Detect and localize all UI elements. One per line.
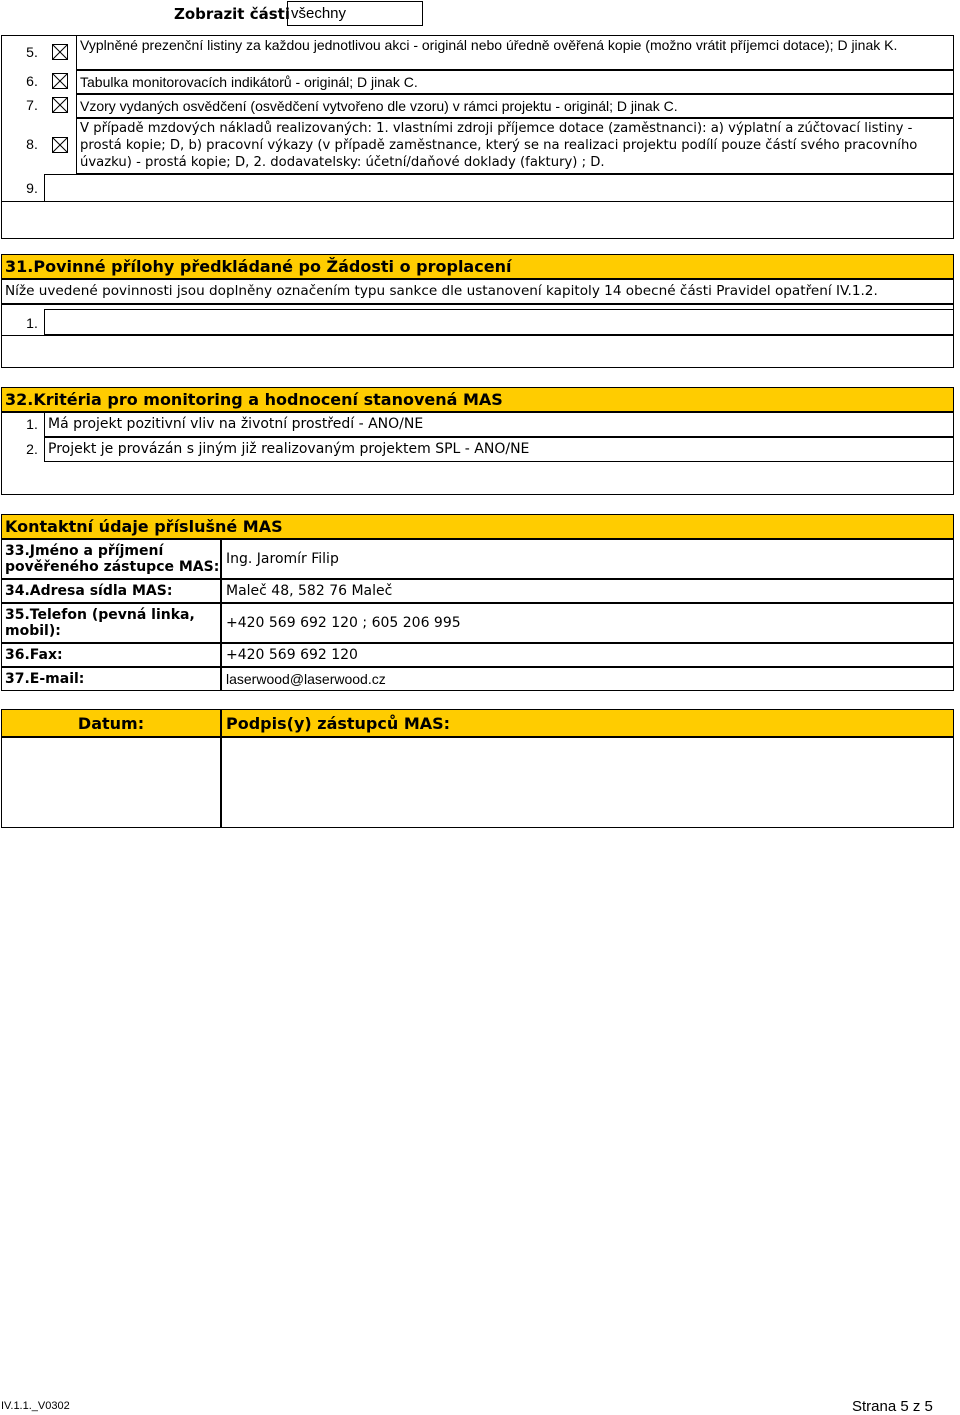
contact-fax-label: 36.Fax: xyxy=(1,643,221,667)
contact-address-value: Maleč 48, 582 76 Maleč xyxy=(221,579,954,603)
section-31-note: Níže uvedené povinnosti jsou doplněny označením typu sankce dle ustanovení kapitoly 14 obecné části Pravidel opatření IV.1.2. xyxy=(1,279,954,304)
criteria-text: Projekt je provázán s jiným již realizovaným projektem SPL - ANO/NE xyxy=(44,437,954,462)
filter-label: Zobrazit části xyxy=(174,5,290,23)
contact-phone-label: 35.Telefon (pevná linka, mobil): xyxy=(1,603,221,643)
section-31-title: 31.Povinné přílohy předkládané po Žádosti o proplacení xyxy=(1,254,954,279)
contact-phone-value: +420 569 692 120 ; 605 206 995 xyxy=(221,603,954,643)
attachment-text xyxy=(44,174,954,202)
requirement-num: 1. xyxy=(26,315,38,331)
signature-date-field[interactable] xyxy=(1,737,221,828)
contact-name-label: 33.Jméno a příjmení pověřeného zástupce MAS: xyxy=(1,539,221,579)
attachment-text: Tabulka monitorovacích indikátorů - originál; D jinak C. xyxy=(76,70,954,94)
attachments-spacer xyxy=(1,202,954,239)
requirement-text xyxy=(44,309,954,335)
criteria-text: Má projekt pozitivní vliv na životní prostředí - ANO/NE xyxy=(44,412,954,437)
section-31-divider xyxy=(1,335,954,336)
signature-sign-field[interactable] xyxy=(221,737,954,828)
attachment-num: 8. xyxy=(26,136,38,152)
attachment-text: V případě mzdových nákladů realizovaných: 1. vlastními zdroji příjemce dotace (zaměstnanci): a) výplatní a zúčtovací listiny - prostá kopie; D, b) pracovní výkazy (v případě zaměstnance, který se na realizaci projektu podílí pouze částí svého pracovního úvazku) - prostá kopie; D, 2. dodavatelsky: účetní/daňové doklady (faktury) ; D. xyxy=(76,118,954,174)
checked-box-icon[interactable] xyxy=(52,97,68,113)
criteria-num: 2. xyxy=(26,441,38,457)
attachment-text: Vzory vydaných osvědčení (osvědčení vytvořeno dle vzoru) v rámci projektu - originál; D jinak C. xyxy=(76,94,954,118)
contact-email-label: 37.E-mail: xyxy=(1,667,221,691)
checked-box-icon[interactable] xyxy=(52,44,68,60)
attachment-num: 7. xyxy=(26,97,38,113)
contact-title: Kontaktní údaje příslušné MAS xyxy=(1,514,954,539)
criteria-num: 1. xyxy=(26,416,38,432)
footer-code: IV.1.1._V0302 xyxy=(1,1400,70,1412)
checked-box-icon[interactable] xyxy=(52,137,68,153)
filter-select[interactable]: všechny xyxy=(287,1,423,26)
contact-name-value: Ing. Jaromír Filip xyxy=(221,539,954,579)
footer-page: Strana 5 z 5 xyxy=(852,1398,933,1415)
attachment-text: Vyplněné prezenční listiny za každou jednotlivou akci - originál nebo úředně ověřená kopie (možno vrátit příjemci dotace); D jinak K. xyxy=(76,35,954,70)
signature-sign-label: Podpis(y) zástupců MAS: xyxy=(221,709,954,737)
checked-box-icon[interactable] xyxy=(52,73,68,89)
section-32-title: 32.Kritéria pro monitoring a hodnocení stanovená MAS xyxy=(1,387,954,412)
attachment-num: 5. xyxy=(26,44,38,60)
attachment-num: 9. xyxy=(26,180,38,196)
contact-email-value: laserwood@laserwood.cz xyxy=(221,667,954,691)
signature-date-label: Datum: xyxy=(1,709,221,737)
contact-address-label: 34.Adresa sídla MAS: xyxy=(1,579,221,603)
attachment-num: 6. xyxy=(26,73,38,89)
contact-fax-value: +420 569 692 120 xyxy=(221,643,954,667)
